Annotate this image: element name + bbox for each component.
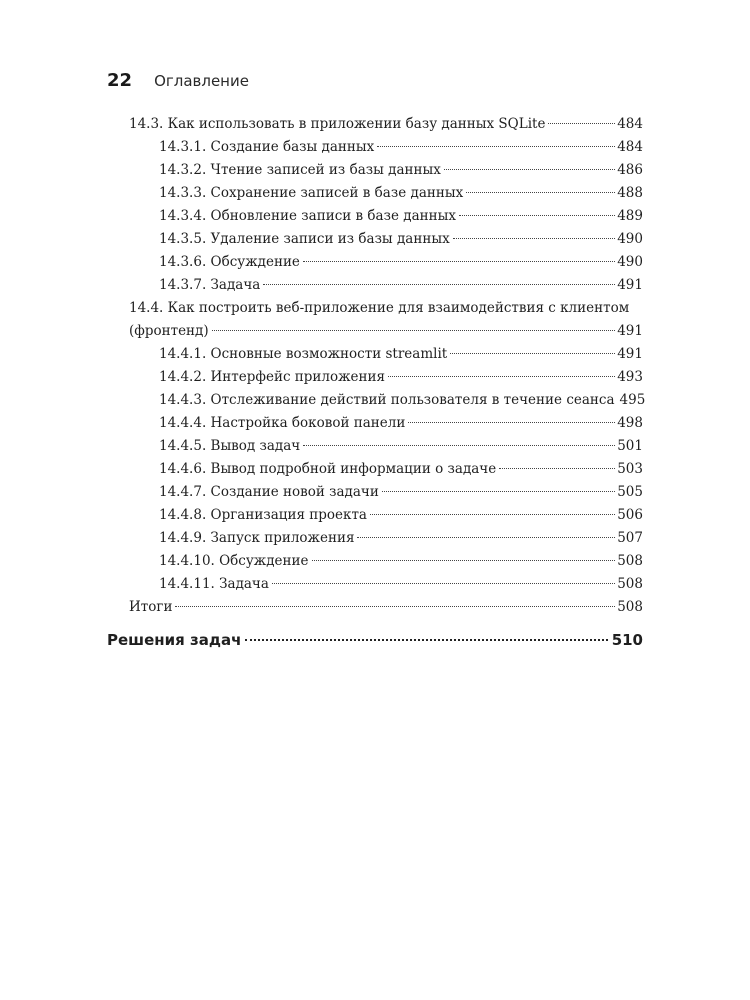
toc-entry-14-4-11[interactable] [129,573,643,596]
toc-entry-title: 14.3.5. Удаление записи из базы данных [159,231,450,247]
toc-entry-page: 488 [617,185,643,201]
toc-entry-title: 14.4.5. Вывод задач [159,438,301,454]
dot-leader [453,238,616,239]
dot-leader [272,583,615,584]
toc-entry-page: 498 [617,415,643,431]
dot-leader [312,560,616,561]
toc-entry-14-4-9[interactable] [129,527,643,550]
toc-entry-14-3-1[interactable] [129,136,643,159]
toc-entry-title: 14.3.3. Сохранение записей в базе данных [159,185,464,201]
toc-entry-page: 484 [617,139,643,155]
toc-entry-title: 14.4.2. Интерфейс приложения [159,369,386,385]
dot-leader [263,284,615,285]
toc-entry-title: Решения задач [107,631,242,649]
toc-entry-solutions[interactable] [107,631,643,649]
dot-leader [444,169,615,170]
page-header [107,70,249,91]
toc-entry-14-4-10[interactable] [129,550,643,573]
toc-entry-14-4-8[interactable] [129,504,643,527]
dot-leader [303,261,615,262]
toc-entry-title: 14.4.11. Задача [159,576,269,592]
toc-entry-page: 486 [617,162,643,178]
toc-entry-page: 503 [617,461,643,477]
toc-entry-14-3-3[interactable] [129,182,643,205]
dot-leader [370,514,615,515]
dot-leader [388,376,615,377]
toc-entry-14-4-5[interactable] [129,435,643,458]
toc-entry-14-3-2[interactable] [129,159,643,182]
toc-entry-page: 510 [611,631,643,649]
toc-entry-title: 14.4.10. Обсуждение [159,553,309,569]
toc-entry-title: 14.3.1. Создание базы данных [159,139,375,155]
toc-entry-14-4-4[interactable] [129,412,643,435]
toc-entry-14-4[interactable] [129,297,643,343]
toc-entry-page: 495 [619,392,646,408]
page-number: 22 [107,70,133,91]
toc-entry-14-3-7[interactable] [129,274,643,297]
toc-entry-title: 14.4.4. Настройка боковой панели [159,415,406,431]
toc-entry-page: 505 [617,484,643,500]
toc-entry-page: 508 [617,599,643,615]
toc-entry-page: 491 [617,346,643,362]
dot-leader [303,445,615,446]
toc-entry-title: 14.3.4. Обновление записи в базе данных [159,208,456,224]
toc-entry-page: 508 [617,553,643,569]
toc-entry-title: 14.3.2. Чтение записей из базы данных [159,162,441,178]
toc-entry-page: 489 [617,208,643,224]
toc-entry-page: 490 [617,231,643,247]
toc-entry-page: 484 [617,116,643,132]
toc-entry-14-4-1[interactable] [129,343,643,366]
toc-entry-title: Итоги [129,599,173,615]
running-title: Оглавление [154,72,249,90]
toc-entry-page: 491 [617,277,643,293]
toc-entry-title: 14.3. Как использовать в приложении базу данных SQLite [129,116,546,132]
toc-entry-14-3-5[interactable] [129,228,643,251]
toc-entry-14-4-2[interactable] [129,366,643,389]
toc-entry-14-4-7[interactable] [129,481,643,504]
toc-entry-title-line-1: 14.4. Как построить веб-приложение для взаимодействия с клиентом [129,300,630,316]
toc-entry-title: 14.4.8. Организация проекта [159,507,367,523]
toc-entry-page: 501 [617,438,643,454]
toc-entry-title: 14.4.9. Запуск приложения [159,530,355,546]
toc-entry-title: 14.4.1. Основные возможности streamlit [159,346,448,362]
toc-entry-title: 14.4.7. Создание новой задачи [159,484,379,500]
toc-entry-title: 14.3.7. Задача [159,277,261,293]
table-of-contents [129,113,646,619]
dot-leader [459,215,615,216]
toc-entry-page: 493 [617,369,643,385]
dot-leader [450,353,615,354]
toc-entry-page: 507 [617,530,643,546]
dot-leader [548,123,615,124]
dot-leader [466,192,615,193]
toc-entry-page: 508 [617,576,643,592]
dot-leader [357,537,615,538]
toc-entry-page: 490 [617,254,643,270]
toc-entry-page: 491 [617,323,643,339]
toc-entry-14-4-3[interactable] [129,389,646,412]
toc-entry-title: 14.4.6. Вывод подробной информации о задаче [159,461,497,477]
toc-entry-title-line-2: (фронтенд) [129,323,209,339]
dot-leader [499,468,615,469]
toc-entry-14-3[interactable] [129,113,643,136]
dot-leader [377,146,615,147]
toc-entry-14-3-4[interactable] [129,205,643,228]
dot-leader [245,639,607,641]
toc-entry-page: 506 [617,507,643,523]
dot-leader [212,330,616,331]
toc-entry-title: 14.4.3. Отслеживание действий пользователя в течение сеанса [159,392,615,408]
toc-entry-title: 14.3.6. Обсуждение [159,254,300,270]
dot-leader [408,422,615,423]
toc-entry-14-4-6[interactable] [129,458,643,481]
toc-entry-14-3-6[interactable] [129,251,643,274]
dot-leader [175,606,615,607]
toc-entry-summary[interactable] [129,596,643,619]
dot-leader [382,491,615,492]
